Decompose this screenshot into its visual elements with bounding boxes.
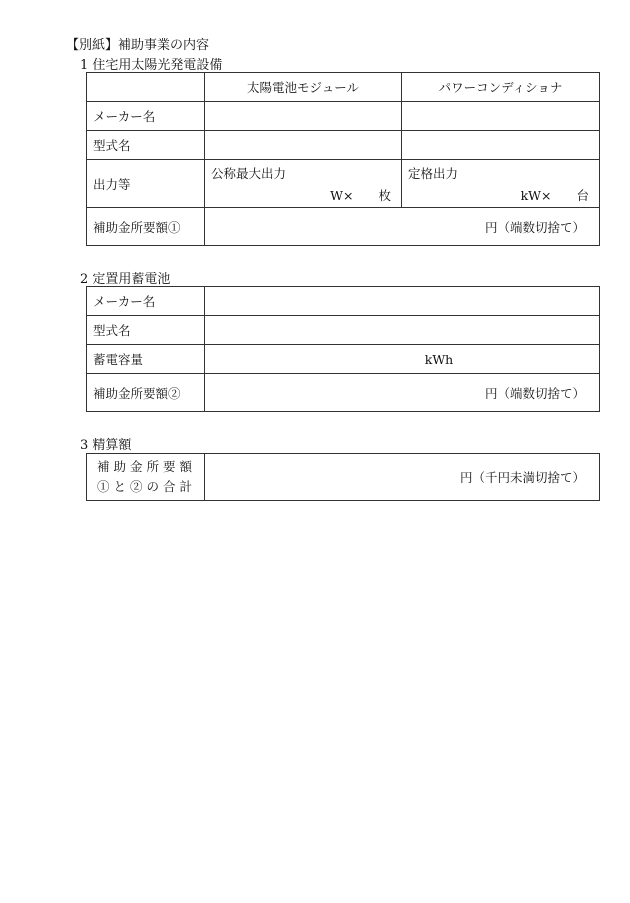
row-capacity-label: 蓄電容量 — [87, 345, 205, 374]
section1-title: 1 住宅用太陽光発電設備 — [80, 58, 223, 73]
rated-output-label: 定格出力 — [408, 165, 459, 181]
total-label-line2: ①と②の合計 — [97, 479, 197, 494]
subsidy1-value-cell[interactable]: 円（端数切捨て） — [205, 208, 600, 246]
capacity-value-cell[interactable]: kWh — [205, 345, 600, 374]
subsidy2-value-cell[interactable]: 円（端数切捨て） — [205, 374, 600, 412]
row-output-label: 出力等 — [87, 160, 205, 208]
row-model-label: 型式名 — [87, 131, 205, 160]
table-row — [87, 160, 600, 208]
total-label-cell — [87, 454, 205, 501]
page-heading: 【別紙】補助事業の内容 — [66, 38, 210, 53]
battery-model-input[interactable] — [205, 316, 600, 345]
battery-table — [86, 286, 600, 412]
section2-title: 2 定置用蓄電池 — [80, 272, 171, 287]
table-row — [87, 208, 600, 246]
nominal-output-label: 公称最大出力 — [211, 165, 287, 181]
table-row — [87, 345, 600, 374]
nominal-output-unit: W× 枚 — [330, 187, 391, 203]
col-module-header: 太陽電池モジュール — [205, 73, 402, 102]
table-row — [87, 316, 600, 345]
settlement-table — [86, 453, 600, 501]
pcs-output-cell[interactable] — [402, 160, 600, 208]
table-row — [87, 102, 600, 131]
row-model-label: 型式名 — [87, 316, 205, 345]
row-subsidy2-label: 補助金所要額② — [87, 374, 205, 412]
table-row — [87, 454, 600, 501]
col-pcs-header: パワーコンディショナ — [402, 73, 600, 102]
pcs-model-input[interactable] — [402, 131, 600, 160]
table-row — [87, 287, 600, 316]
rated-output-unit: kW× 台 — [520, 187, 589, 203]
module-model-input[interactable] — [205, 131, 402, 160]
module-maker-input[interactable] — [205, 102, 402, 131]
module-output-cell[interactable] — [205, 160, 402, 208]
solar-equipment-table — [86, 72, 600, 246]
empty-header-cell — [87, 73, 205, 102]
row-maker-label: メーカー名 — [87, 102, 205, 131]
battery-maker-input[interactable] — [205, 287, 600, 316]
table-row — [87, 73, 600, 102]
table-row — [87, 374, 600, 412]
row-subsidy1-label: 補助金所要額① — [87, 208, 205, 246]
section3-title: 3 精算額 — [80, 438, 132, 453]
pcs-maker-input[interactable] — [402, 102, 600, 131]
total-value-cell[interactable]: 円（千円未満切捨て） — [205, 454, 600, 501]
total-label-line1: 補助金所要額 — [97, 459, 197, 474]
row-maker-label: メーカー名 — [87, 287, 205, 316]
table-row — [87, 131, 600, 160]
